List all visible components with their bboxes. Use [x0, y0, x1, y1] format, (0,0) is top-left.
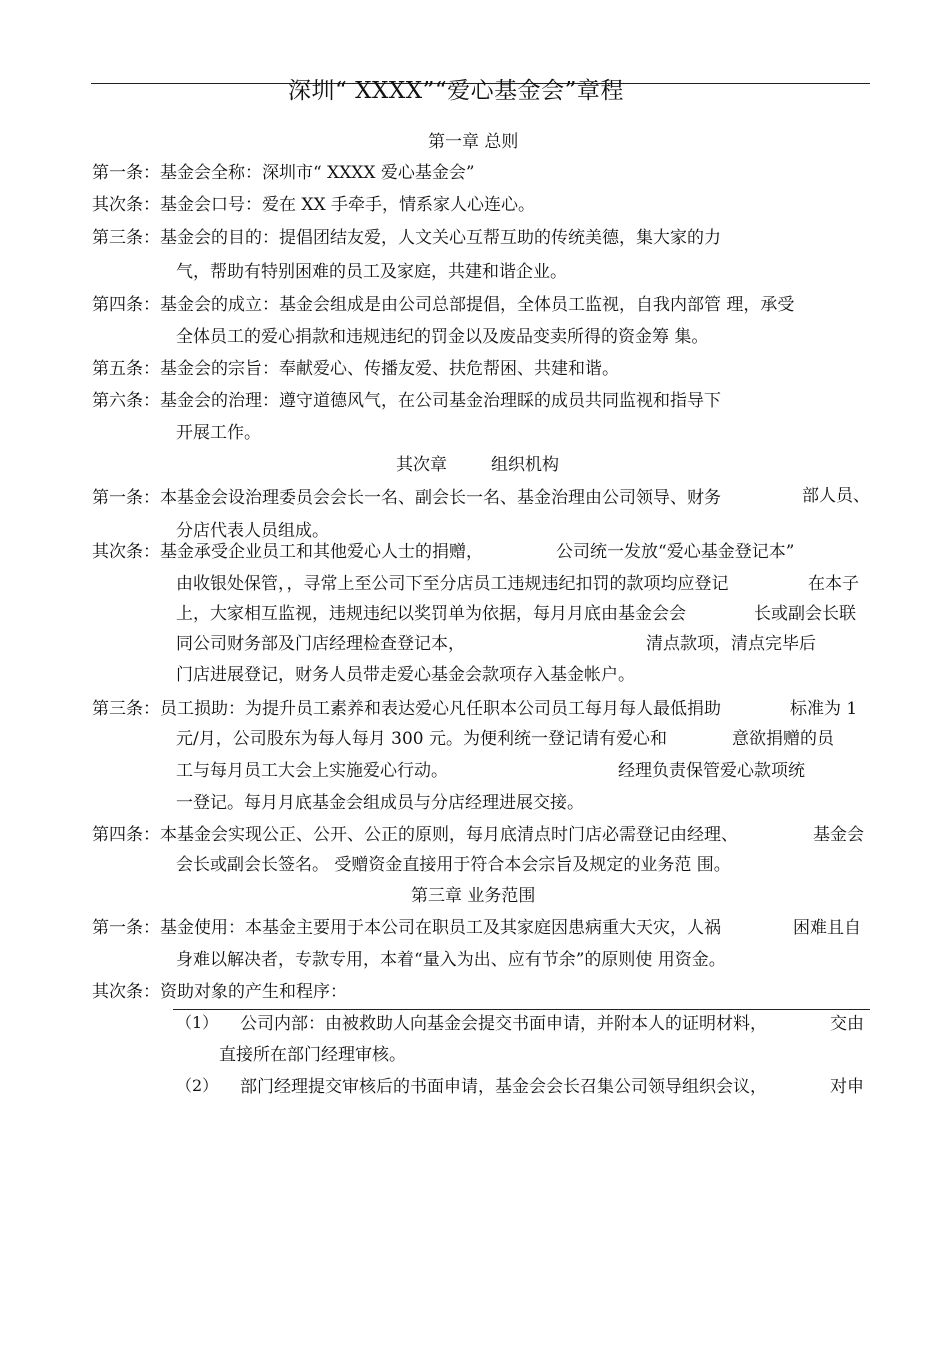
ch2-article-1-line-1: 第一条：本基金会设治理委员会会长一名、副会长一名、基金治理由公司领导、财务 [92, 488, 721, 508]
ch3-article-1-line-2: 身难以解决者，专款专用，本着“量入为出、应有节余”的原则使 用资金。 [176, 950, 726, 970]
ch2-article-3-line-1: 第三条：员工损助：为提升员工素养和表达爱心凡任职本公司员工每月每人最低捐助 [92, 699, 721, 719]
ch2-article-3-line-2-text: 元/月，公司股东为每人每月 [176, 729, 392, 749]
document-title: 深圳“ XXXX”“爱心基金会”章程 [288, 78, 624, 104]
chapter-1-heading: 第一章 总则 [428, 132, 519, 152]
ch2-article-3-line-2-text-b: 元。为便利统一登记请有爱心和 [423, 729, 667, 749]
ch2-article-2-line-3: 上，大家相互监视，违规违纪以奖罚单为依据，每月月底由基金会会 [176, 604, 686, 624]
item-1-number: （1） [176, 1013, 219, 1032]
ch1-article-3-line-1: 第三条：基金会的目的：提倡团结友爱，人文关心互帮互助的传统美德，集大家的力 [92, 228, 721, 248]
item-1-line-1-end: 交由 [830, 1014, 864, 1034]
ch2-article-1-line-2: 分店代表人员组成。 [176, 521, 329, 541]
shareholder-donation-amount: 300 [391, 729, 424, 749]
ch1-article-6-line-1: 第六条：基金会的治理：遵守道德风气，在公司基金治理睬的成员共同监视和指导下 [92, 391, 721, 411]
ch2-article-2-line-2-end: 在本子 [808, 574, 859, 594]
ch1-article-3-line-2: 气，帮助有特别困难的员工及家庭，共建和谐企业。 [176, 262, 567, 282]
ch1-article-5: 第五条：基金会的宗旨：奉献爱心、传播友爱、扶危帮困、共建和谐。 [92, 359, 619, 379]
item-2-number: （2） [176, 1076, 219, 1095]
item-1-line-2: 直接所在部门经理审核。 [219, 1045, 406, 1065]
ch1-article-4-line-2: 全体员工的爱心捐款和违规违纪的罚金以及废品变卖所得的资金筹 集。 [176, 327, 709, 347]
ch2-article-3-line-3-end: 经理负责保管爱心款项统 [618, 761, 805, 781]
ch2-article-2-line-4: 同公司财务部及门店经理检查登记本， [176, 634, 465, 654]
item-1-line-1: 公司内部：由被救助人向基金会提交书面申请，并附本人的证明材料， [240, 1014, 767, 1034]
ch1-article-4-line-1: 第四条：基金会的成立：基金会组成是由公司总部提倡，全体员工监视，自我内部管 理，承受 [92, 295, 795, 315]
ch2-article-2-line-2: 由收银处保管，，寻常上至公司下至分店员工违规违纪扣罚的款项均应登记 [176, 574, 729, 594]
ch2-article-2-line-1: 其次条：基金承受企业员工和其他爱心人士的捐赠， [92, 542, 483, 562]
chapter-3-heading: 第三章 业务范围 [411, 886, 536, 906]
ch2-article-3-line-2 [176, 724, 667, 749]
ch2-article-2-line-4-end: 清点款项，清点完毕后 [646, 634, 816, 654]
ch2-article-2-line-1-end: 公司统一发放“爱心基金登记本” [556, 542, 795, 562]
ch2-article-4-line-1: 第四条：本基金会实现公正、公开、公正的原则，每月底清点时门店必需登记由经理、 [92, 825, 738, 845]
ch2-article-3-line-1-end: 标准为 1 [790, 699, 858, 719]
ch1-article-6-line-2: 开展工作。 [176, 423, 261, 443]
ch2-article-2-line-5: 门店进展登记，财务人员带走爱心基金会款项存入基金帐户。 [176, 665, 635, 685]
item-2-line-1: 部门经理提交审核后的书面申请，基金会会长召集公司领导组织会议， [240, 1077, 767, 1097]
ch1-article-2: 其次条：基金会口号：爱在 XX 手牵手，情系家人心连心。 [92, 195, 536, 215]
ch3-article-1-line-1-end: 困难且自 [793, 918, 861, 938]
chapter-2-heading-number: 其次章 [396, 455, 447, 475]
ch2-article-4-line-2: 会长或副会长签名。 受赠资金直接用于符合本会宗旨及规定的业务范 围。 [176, 855, 731, 875]
ch2-article-4-line-1-end: 基金会 [813, 825, 864, 845]
ch2-article-3-line-3: 工与每月员工大会上实施爱心行动。 [176, 761, 448, 781]
item-2-line-1-end: 对申 [830, 1077, 864, 1097]
ch1-article-1: 第一条：基金会全称：深圳市“ XXXX 爱心基金会” [92, 163, 475, 183]
ch3-article-2: 其次条：资助对象的产生和程序： [92, 982, 347, 1002]
ch2-article-1-line-1-end: 部人员、 [802, 486, 870, 506]
chapter-2-heading-title: 组织机构 [491, 455, 559, 475]
ch3-article-1-line-1: 第一条：基金使用：本基金主要用于本公司在职员工及其家庭因患病重大天灾，人祸 [92, 918, 721, 938]
ch2-article-3-line-2-end: 意欲捐赠的员 [732, 729, 834, 749]
ch2-article-2-line-3-end: 长或副会长联 [754, 604, 856, 624]
ch2-article-3-line-4: 一登记。每月月底基金会组成员与分店经理进展交接。 [176, 793, 584, 813]
